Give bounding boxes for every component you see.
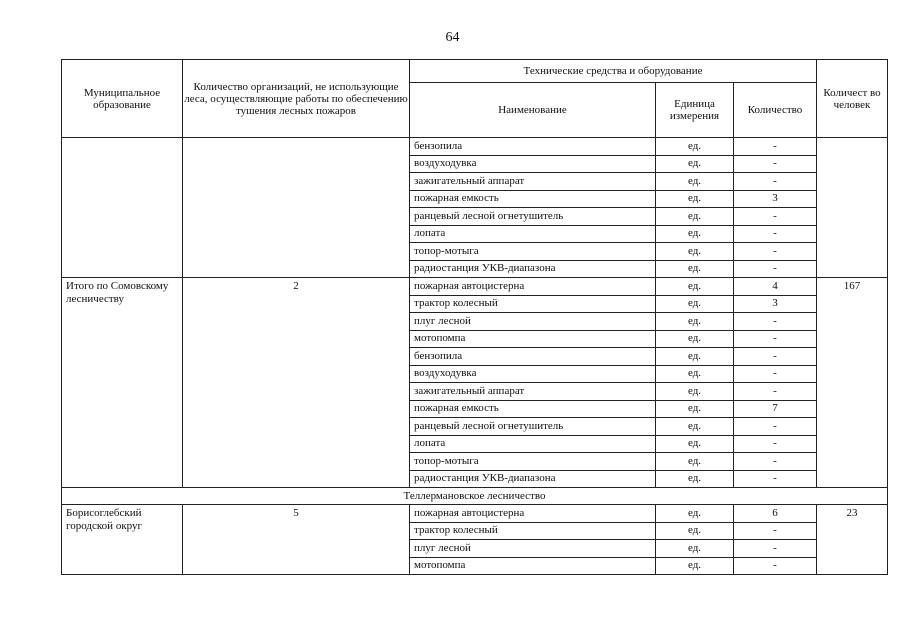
equipment-name-cell: радиостанция УКВ-диапазона: [410, 260, 656, 278]
equipment-name-cell: лопата: [410, 225, 656, 243]
unit-cell: ед.: [656, 383, 734, 401]
equipment-name-cell: топор-мотыга: [410, 453, 656, 471]
unit-cell: ед.: [656, 400, 734, 418]
unit-cell: ед.: [656, 435, 734, 453]
unit-cell: ед.: [656, 348, 734, 366]
unit-cell: ед.: [656, 313, 734, 331]
equipment-name-cell: мотопомпа: [410, 557, 656, 575]
unit-cell: ед.: [656, 505, 734, 523]
unit-cell: ед.: [656, 155, 734, 173]
quantity-cell: -: [734, 418, 817, 436]
equipment-name-cell: бензопила: [410, 138, 656, 156]
unit-cell: ед.: [656, 557, 734, 575]
unit-cell: ед.: [656, 138, 734, 156]
quantity-cell: -: [734, 522, 817, 540]
quantity-cell: 7: [734, 400, 817, 418]
section-title: Теллермановское лесничество: [62, 488, 888, 505]
quantity-cell: -: [734, 470, 817, 488]
table-body: [62, 138, 888, 575]
unit-cell: ед.: [656, 190, 734, 208]
equipment-name-cell: бензопила: [410, 348, 656, 366]
organizations-count-cell: 5: [183, 505, 410, 575]
quantity-cell: -: [734, 330, 817, 348]
equipment-name-cell: плуг лесной: [410, 540, 656, 558]
quantity-cell: -: [734, 260, 817, 278]
equipment-name-cell: трактор колесный: [410, 295, 656, 313]
header-people: Количест во человек: [817, 60, 888, 138]
unit-cell: ед.: [656, 418, 734, 436]
quantity-cell: -: [734, 348, 817, 366]
municipality-cell: Борисоглебский городской округ: [62, 505, 183, 575]
header-name: Наименование: [410, 83, 656, 138]
people-count-cell: 23: [817, 505, 888, 575]
equipment-name-cell: ранцевый лесной огнетушитель: [410, 208, 656, 226]
section-row: [62, 488, 888, 505]
quantity-cell: -: [734, 383, 817, 401]
unit-cell: ед.: [656, 295, 734, 313]
equipment-table: [61, 59, 888, 575]
organizations-count-cell: [183, 138, 410, 278]
unit-cell: ед.: [656, 225, 734, 243]
quantity-cell: 3: [734, 190, 817, 208]
table-row: [62, 505, 888, 523]
quantity-cell: -: [734, 557, 817, 575]
unit-cell: ед.: [656, 540, 734, 558]
quantity-cell: -: [734, 173, 817, 191]
quantity-cell: -: [734, 540, 817, 558]
equipment-name-cell: зажигательный аппарат: [410, 173, 656, 191]
quantity-cell: -: [734, 365, 817, 383]
quantity-cell: -: [734, 313, 817, 331]
unit-cell: ед.: [656, 453, 734, 471]
unit-cell: ед.: [656, 470, 734, 488]
quantity-cell: 6: [734, 505, 817, 523]
equipment-name-cell: плуг лесной: [410, 313, 656, 331]
quantity-cell: -: [734, 138, 817, 156]
unit-cell: ед.: [656, 173, 734, 191]
quantity-cell: 4: [734, 278, 817, 296]
municipality-cell: [62, 138, 183, 278]
equipment-name-cell: радиостанция УКВ-диапазона: [410, 470, 656, 488]
equipment-name-cell: пожарная емкость: [410, 400, 656, 418]
table-row: [62, 138, 888, 156]
unit-cell: ед.: [656, 243, 734, 261]
organizations-count-cell: 2: [183, 278, 410, 488]
unit-cell: ед.: [656, 365, 734, 383]
table-row: [62, 278, 888, 296]
quantity-cell: -: [734, 435, 817, 453]
equipment-name-cell: пожарная емкость: [410, 190, 656, 208]
unit-cell: ед.: [656, 330, 734, 348]
equipment-name-cell: трактор колесный: [410, 522, 656, 540]
equipment-name-cell: воздуходувка: [410, 155, 656, 173]
equipment-name-cell: ранцевый лесной огнетушитель: [410, 418, 656, 436]
unit-cell: ед.: [656, 522, 734, 540]
header-organizations: Количество организаций, не использующие леса, осуществляющие работы по обеспечению тушения лесных пожаров: [183, 60, 410, 138]
header-equipment: Технические средства и оборудование: [410, 60, 817, 83]
equipment-name-cell: мотопомпа: [410, 330, 656, 348]
equipment-name-cell: зажигательный аппарат: [410, 383, 656, 401]
unit-cell: ед.: [656, 208, 734, 226]
quantity-cell: -: [734, 208, 817, 226]
equipment-name-cell: пожарная автоцистерна: [410, 505, 656, 523]
municipality-cell: Итого по Сомовскому лесничеству: [62, 278, 183, 488]
quantity-cell: -: [734, 453, 817, 471]
equipment-name-cell: топор-мотыга: [410, 243, 656, 261]
page-number: 64: [445, 30, 460, 45]
header-quantity: Количество: [734, 83, 817, 138]
unit-cell: ед.: [656, 278, 734, 296]
equipment-name-cell: лопата: [410, 435, 656, 453]
header-unit: Единица измерения: [656, 83, 734, 138]
quantity-cell: -: [734, 155, 817, 173]
header-municipality: Муниципальное образование: [62, 60, 183, 138]
quantity-cell: 3: [734, 295, 817, 313]
equipment-name-cell: пожарная автоцистерна: [410, 278, 656, 296]
people-count-cell: 167: [817, 278, 888, 488]
people-count-cell: [817, 138, 888, 278]
quantity-cell: -: [734, 243, 817, 261]
unit-cell: ед.: [656, 260, 734, 278]
equipment-name-cell: воздуходувка: [410, 365, 656, 383]
quantity-cell: -: [734, 225, 817, 243]
